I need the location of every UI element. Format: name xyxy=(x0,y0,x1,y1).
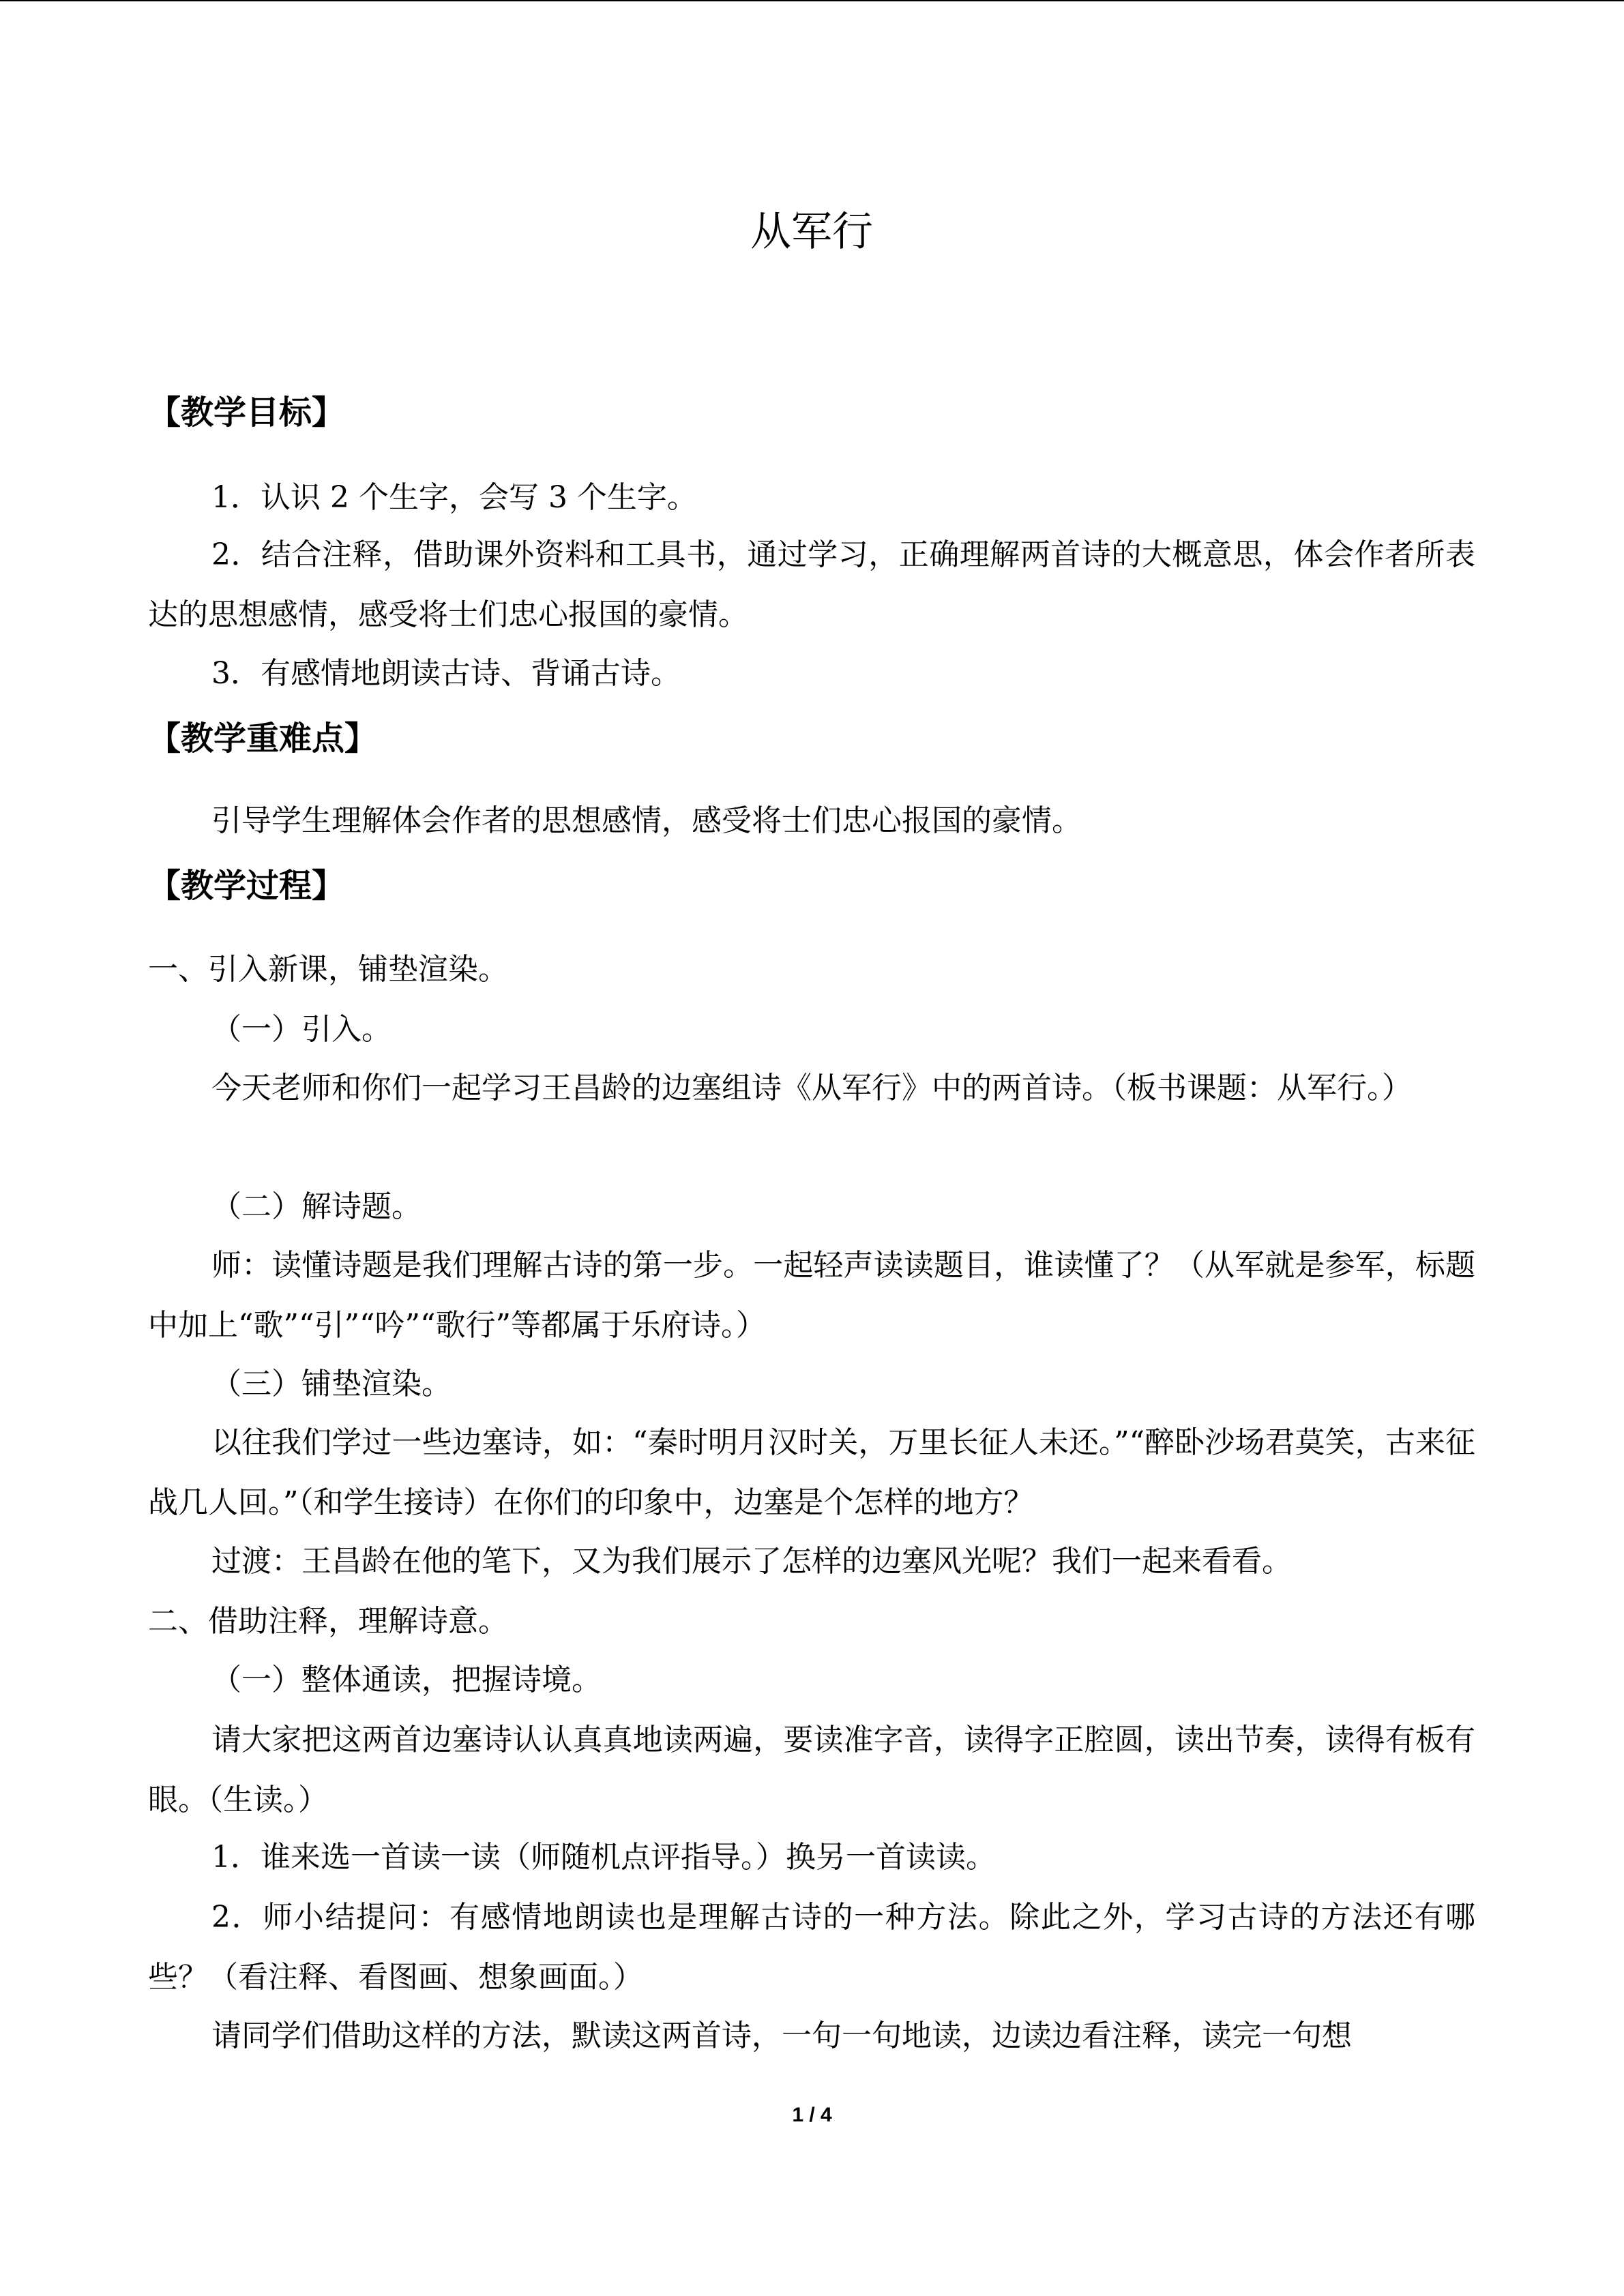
document-title: 从军行 xyxy=(750,208,873,256)
process-paragraph: 过渡：王昌龄在他的笔下，又为我们展示了怎样的边塞风光呢？我们一起来看看。 xyxy=(211,1544,1292,1579)
process-paragraph: 1．谁来选一首读一读（师随机点评指导。）换另一首读读。 xyxy=(211,1840,996,1875)
goal-item-2: 2．结合注释，借助课外资料和工具书，通过学习，正确理解两首诗的大概意思，体会作者所表达的思想感情，感受将士们忠心报国的豪情。 xyxy=(148,537,1475,632)
process-sub-heading: （三）铺垫渲染。 xyxy=(211,1367,452,1401)
goal-item-3: 3．有感情地朗读古诗、背诵古诗。 xyxy=(211,656,681,691)
process-paragraph: 今天老师和你们一起学习王昌龄的边塞组诗《从军行》中的两首诗。（板书课题：从军行。） xyxy=(211,1071,1412,1105)
section-heading-process: 【教学过程】 xyxy=(148,867,345,905)
process-paragraph: 师：读懂诗题是我们理解古诗的第一步。一起轻声读读题目，谁读懂了？（从军就是参军，标题中加上“歌”“引”“吟”“歌行”等都属于乐府诗。） xyxy=(148,1248,1475,1343)
key-points-text: 引导学生理解体会作者的思想感情，感受将士们忠心报国的豪情。 xyxy=(211,803,1082,838)
process-paragraph: 请同学们借助这样的方法，默读这两首诗，一句一句地读，边读边看注释，读完一句想 xyxy=(211,2018,1352,2053)
section-heading-goals: 【教学目标】 xyxy=(148,393,345,432)
top-border xyxy=(0,0,1624,1)
process-paragraph: 以往我们学过一些边塞诗，如：“秦时明月汉时关，万里长征人未还。”“醉卧沙场君莫笑，古来征战几人回。”（和学生接诗）在你们的印象中，边塞是个怎样的地方？ xyxy=(148,1425,1475,1520)
process-sub-heading: （一）整体通读，把握诗境。 xyxy=(211,1663,602,1697)
process-paragraph: 2．师小结提问：有感情地朗读也是理解古诗的一种方法。除此之外，学习古诗的方法还有哪些？（看注释、看图画、想象画面。） xyxy=(148,1900,1475,1995)
section-heading-key-points: 【教学重难点】 xyxy=(148,719,378,758)
goal-item-1: 1．认识 2 个生字，会写 3 个生字。 xyxy=(211,480,697,515)
process-sub-heading: （二）解诗题。 xyxy=(211,1189,422,1224)
process-step-2-heading: 二、借助注释，理解诗意。 xyxy=(148,1604,508,1639)
process-sub-heading: （一）引入。 xyxy=(211,1012,392,1047)
process-paragraph: 请大家把这两首边塞诗认认真真地读两遍，要读准字音，读得字正腔圆，读出节奏，读得有板有眼。（生读。） xyxy=(148,1723,1475,1817)
process-step-1-heading: 一、引入新课，铺垫渲染。 xyxy=(148,952,508,987)
page-number: 1 / 4 xyxy=(792,2104,832,2126)
